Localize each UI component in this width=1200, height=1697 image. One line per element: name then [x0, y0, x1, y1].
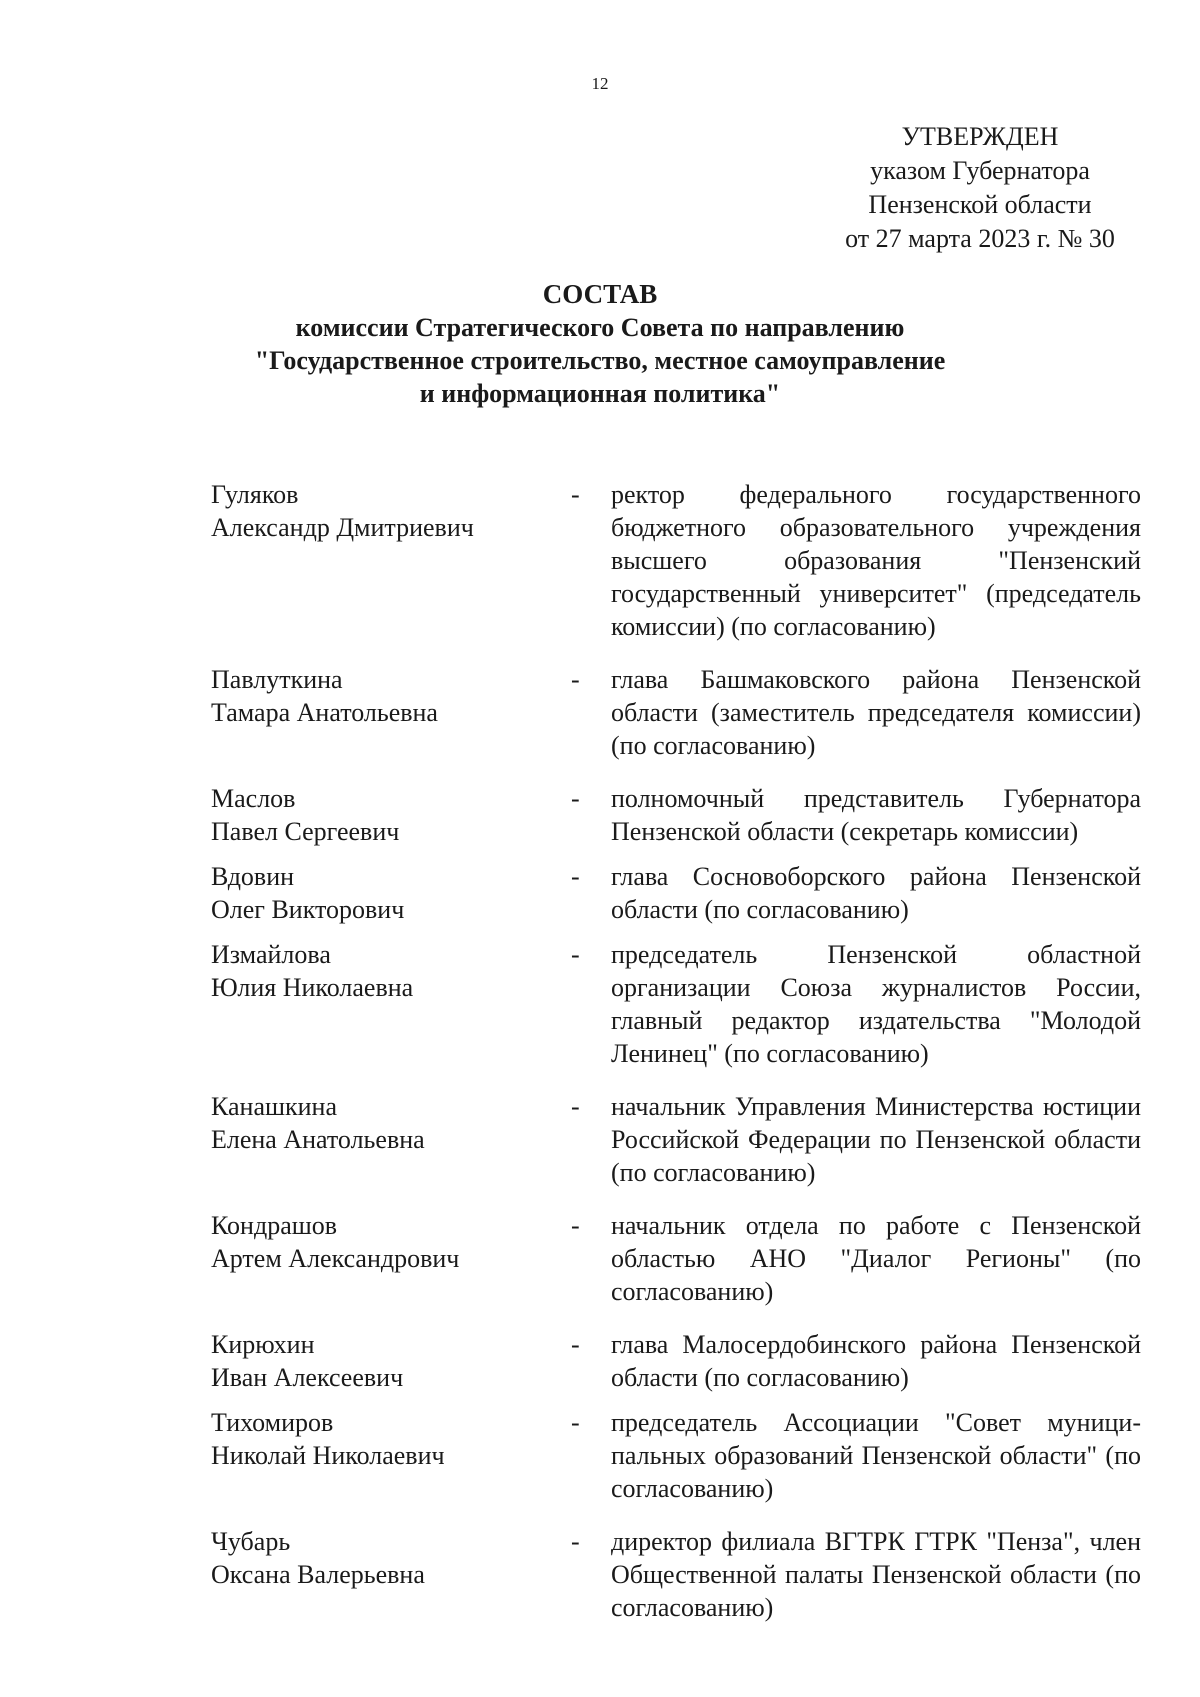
member-role: полномочный представитель Губернатора Пензенской области (секретарь комиссии) [611, 784, 1141, 846]
title-line: "Государственное строительство, местное самоуправление [254, 346, 946, 375]
member-row [211, 1328, 1141, 1394]
member-given-name: Тамара Анатольевна [211, 698, 438, 727]
page-number: 12 [591, 74, 609, 93]
member-name [211, 860, 571, 926]
member-given-name: Александр Дмитриевич [211, 513, 474, 542]
member-role: ректор федерального государственного бюджетного образовательного учреждения высшего образования "Пензенский государственный университет" (председатель комиссии) (по согласованию) [611, 480, 1141, 641]
member-row [211, 1090, 1141, 1189]
member-surname: Измайлова [211, 940, 331, 969]
member-dash: - [571, 784, 580, 813]
document-title [0, 278, 1200, 410]
member-given-name: Юлия Николаевна [211, 973, 414, 1002]
member-name [211, 782, 571, 848]
member-given-name: Иван Алексеевич [211, 1363, 404, 1392]
member-surname: Кондрашов [211, 1211, 338, 1240]
member-dash: - [571, 1527, 580, 1556]
member-row [211, 478, 1141, 643]
member-name [211, 478, 571, 643]
member-dash: - [571, 480, 580, 509]
member-name [211, 938, 571, 1070]
member-surname: Кирюхин [211, 1330, 315, 1359]
member-dash: - [571, 1408, 580, 1437]
member-role: председатель Пензенской областной организации Союза журналистов России, главный редактор издательства "Молодой Ленинец" (по согласованию) [611, 940, 1141, 1068]
member-role: начальник отдела по работе с Пензенской областью АНО "Диалог Регионы" (по согласованию) [611, 1211, 1141, 1306]
member-surname: Павлуткина [211, 665, 343, 694]
member-role: глава Башмаковского района Пензенской области (заместитель председателя комиссии) (по согласованию) [611, 665, 1141, 760]
member-row [211, 860, 1141, 926]
member-row [211, 1525, 1141, 1624]
member-given-name: Павел Сергеевич [211, 817, 400, 846]
member-given-name: Елена Анатольевна [211, 1125, 425, 1154]
member-name [211, 1525, 571, 1624]
member-given-name: Оксана Валерьевна [211, 1560, 425, 1589]
member-row [211, 1406, 1141, 1505]
approval-stamp [700, 120, 1200, 256]
member-role: председатель Ассоциации "Совет муници-пальных образований Пензенской области" (по согласованию) [611, 1408, 1141, 1503]
member-dash: - [571, 862, 580, 891]
approval-line: УТВЕРЖДЕН [901, 122, 1059, 151]
member-surname: Тихомиров [211, 1408, 334, 1437]
member-surname: Вдовин [211, 862, 295, 891]
title-line: и информационная политика" [419, 379, 781, 408]
member-role: глава Малосердобинского района Пензенской области (по согласованию) [611, 1330, 1141, 1392]
approval-line: Пензенской области [868, 190, 1092, 219]
member-given-name: Олег Викторович [211, 895, 405, 924]
member-given-name: Николай Николаевич [211, 1441, 445, 1470]
title-main: СОСТАВ [542, 279, 658, 309]
member-role: директор филиала ВГТРК ГТРК "Пенза", член Общественной палаты Пензенской области (по согласованию) [611, 1527, 1141, 1622]
member-row [211, 938, 1141, 1070]
member-surname: Канашкина [211, 1092, 338, 1121]
member-dash: - [571, 1330, 580, 1359]
member-row [211, 1209, 1141, 1308]
member-name [211, 1209, 571, 1308]
member-given-name: Артем Александрович [211, 1244, 460, 1273]
member-dash: - [571, 1211, 580, 1240]
member-row [211, 782, 1141, 848]
member-name [211, 1328, 571, 1394]
member-row [211, 663, 1141, 762]
approval-line: от 27 марта 2023 г. № 30 [845, 224, 1115, 253]
member-dash: - [571, 940, 580, 969]
member-role: начальник Управления Министерства юстиции Российской Федерации по Пензенской области (по согласованию) [611, 1092, 1141, 1187]
member-name [211, 1090, 571, 1189]
member-role: глава Сосновоборского района Пензенской области (по согласованию) [611, 862, 1141, 924]
member-name [211, 1406, 571, 1505]
title-line: комиссии Стратегического Совета по направлению [295, 313, 905, 342]
member-surname: Чубарь [211, 1527, 291, 1556]
member-dash: - [571, 1092, 580, 1121]
members-list [211, 478, 1141, 1624]
member-dash: - [571, 665, 580, 694]
member-surname: Маслов [211, 784, 296, 813]
member-surname: Гуляков [211, 480, 299, 509]
approval-line: указом Губернатора [870, 156, 1090, 185]
member-name [211, 663, 571, 762]
